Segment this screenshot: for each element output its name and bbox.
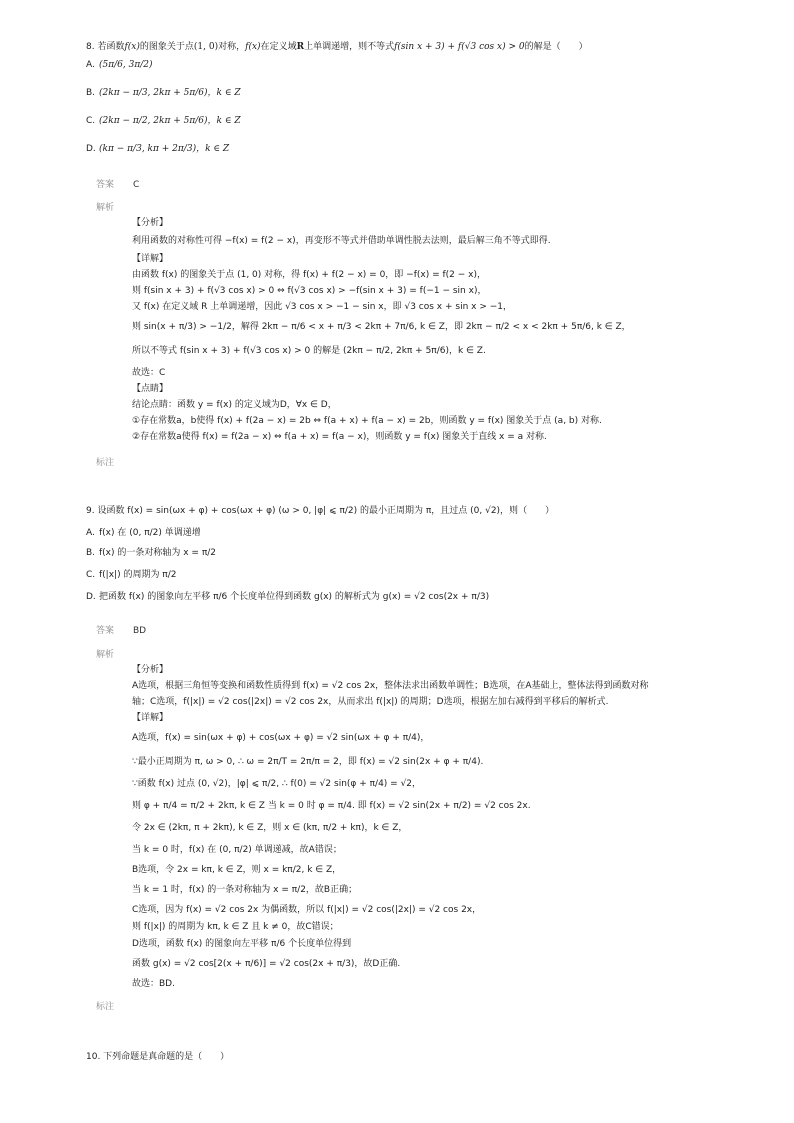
stem-math: R (296, 42, 305, 52)
option-b[interactable] (86, 548, 216, 558)
explanation-line: A选项，f(x) = sin(ωx + φ) + cos(ωx + φ) = √2 sin(ωx + φ + π/4)， (132, 733, 430, 743)
note-label: 标注 (96, 458, 115, 468)
option-text: (2kπ − π/2, 2kπ + 5π/6)，k ∈ Z (99, 116, 241, 126)
explanation-line: 令 2x ∈ (2kπ, π + 2kπ), k ∈ Z，则 x ∈ (kπ, π/2 + kπ)，k ∈ Z， (132, 823, 408, 833)
option-letter: C. (86, 116, 96, 126)
explanation-line: 故选：BD. (132, 979, 175, 989)
explanation-line: 则 f(|x|) 的周期为 kπ, k ∈ Z 且 k ≠ 0，故C错误； (132, 922, 339, 932)
explanation-line: 【详解】 (132, 254, 169, 264)
option-a[interactable] (86, 528, 201, 538)
option-d[interactable] (86, 144, 229, 154)
explanation-line: 结论点睛：函数 y = f(x) 的定义域为D，∀x ∈ D， (132, 400, 337, 410)
option-text: f(|x|) 的周期为 π/2 (99, 570, 177, 580)
stem-text: 8. 若函数 (86, 42, 125, 52)
explanation-line: 【点睛】 (132, 384, 169, 394)
option-text: f(x) 在 (0, π/2) 单调递增 (99, 528, 201, 538)
option-text: (5π/6, 3π/2) (99, 60, 153, 70)
option-letter: B. (86, 88, 96, 98)
answer-value: C (133, 180, 140, 190)
explanation-line: A选项，根据三角恒等变换和函数性质得到 f(x) = √2 cos 2x，整体法求出函数单调性；B选项，在A基础上，整体法得到函数对称 (132, 681, 649, 691)
explanation-line: 所以不等式 f(sin x + 3) + f(√3 cos x) > 0 的解是 (2kπ − π/2, 2kπ + 5π/6)，k ∈ Z. (132, 346, 486, 356)
explanation-line: 【分析】 (132, 218, 169, 228)
answer-label: 答案 (96, 626, 115, 636)
explanation-line: D选项，函数 f(x) 的图象向左平移 π/6 个长度单位得到 (132, 939, 352, 949)
answer-label: 答案 (96, 180, 115, 190)
explanation-line: 轴；C选项，f(|x|) = √2 cos(|2x|) = √2 cos 2x，从而求出 f(|x|) 的周期；D选项，根据左加右减得到平移后的解析式. (132, 697, 609, 707)
option-letter: A. (86, 60, 95, 70)
option-c[interactable] (86, 116, 241, 126)
stem-text: 上单调递增，则不等式 (304, 42, 395, 52)
note-label: 标注 (96, 1002, 115, 1012)
explanation-line: 则 φ + π/4 = π/2 + 2kπ, k ∈ Z 当 k = 0 时 φ = π/4. 即 f(x) = √2 sin(2x + π/2) = √2 cos 2x. (132, 801, 531, 811)
question-9 (86, 506, 726, 602)
explanation-line: 由函数 f(x) 的图象关于点 (1, 0) 对称，得 f(x) + f(2 − x) = 0，即 −f(x) = f(2 − x)， (132, 270, 486, 280)
question-8 (86, 42, 726, 154)
explanation-line: ①存在常数a，b使得 f(x) + f(2a − x) = 2b ⇔ f(a + x) + f(a − x) = 2b，则函数 y = f(x) 图象关于点 (a, b) 对称. (132, 416, 602, 426)
stem-math: f(x) (124, 42, 140, 52)
question-9-stem: 9. 设函数 f(x) = sin(ωx + φ) + cos(ωx + φ) (ω > 0, |φ| ⩽ π/2) 的最小正周期为 π，且过点 (0, √2)，则（ ） (86, 506, 555, 516)
explanation-line: 【分析】 (132, 665, 169, 675)
question-10 (86, 1052, 726, 1062)
explanation-line: 当 k = 0 时，f(x) 在 (0, π/2) 单调递减，故A错误； (132, 845, 342, 855)
explanation-line: ②存在常数a使得 f(x) = f(2a − x) ⇔ f(a + x) = f(a − x)，则函数 y = f(x) 图象关于直线 x = a 对称. (132, 432, 547, 442)
stem-text: 在定义域 (260, 42, 297, 52)
option-text: (2kπ − π/3, 2kπ + 5π/6)，k ∈ Z (99, 88, 241, 98)
option-a[interactable] (86, 60, 153, 70)
analysis-label: 解析 (96, 650, 115, 660)
explanation-line: 则 f(sin x + 3) + f(√3 cos x) > 0 ⇔ f(√3 cos x) > −f(sin x + 3) = f(−1 − sin x)， (132, 286, 487, 296)
option-text: (kπ − π/3, kπ + 2π/3)，k ∈ Z (99, 144, 230, 154)
option-d[interactable] (86, 592, 489, 602)
stem-text: 的解是（ ） (524, 42, 588, 52)
explanation-line: ∵函数 f(x) 过点 (0, √2)，|φ| ⩽ π/2, ∴ f(0) = √2 sin(φ + π/4) = √2， (132, 779, 422, 789)
stem-math: f(sin x + 3) + f(√3 cos x) > 0 (394, 42, 525, 52)
option-letter: D. (86, 144, 96, 154)
explanation-line: B选项，令 2x = kπ, k ∈ Z，则 x = kπ/2, k ∈ Z， (132, 865, 342, 875)
option-letter: A. (86, 528, 95, 538)
option-text: 把函数 f(x) 的图象向左平移 π/6 个长度单位得到函数 g(x) 的解析式为 g(x) = √2 cos(2x + π/3) (99, 592, 490, 602)
explanation-line: 故选：C (132, 368, 166, 378)
question-10-stem: 10. 下列命题是真命题的是（ ） (86, 1052, 230, 1062)
stem-text: 的图象关于点 (139, 42, 194, 52)
stem-math: f(x) (245, 42, 261, 52)
explanation-line: 又 f(x) 在定义域 R 上单调递增，因此 √3 cos x > −1 − sin x，即 √3 cos x + sin x > −1， (132, 302, 512, 312)
explanation-line: ∵最小正周期为 π, ω > 0, ∴ ω = 2π/T = 2π/π = 2，即 f(x) = √2 sin(2x + φ + π/4). (132, 757, 484, 767)
option-letter: C. (86, 570, 96, 580)
analysis-label: 解析 (96, 203, 115, 213)
stem-math: (1, 0) (193, 42, 219, 52)
option-letter: D. (86, 592, 96, 602)
option-letter: B. (86, 548, 96, 558)
explanation-line: 利用函数的对称性可得 −f(x) = f(2 − x)，再变形不等式并借助单调性脱去法则，最后解三角不等式即得. (132, 236, 551, 246)
option-c[interactable] (86, 570, 176, 580)
explanation-line: 【详解】 (132, 713, 169, 723)
answer-value: BD (133, 626, 147, 636)
explanation-line: 函数 g(x) = √2 cos[2(x + π/6)] = √2 cos(2x + π/3)，故D正确. (132, 959, 401, 969)
question-8-stem (86, 42, 726, 52)
option-b[interactable] (86, 88, 241, 98)
explanation-line: 则 sin(x + π/3) > −1/2，解得 2kπ − π/6 < x + π/3 < 2kπ + 7π/6, k ∈ Z，即 2kπ − π/2 < x < 2kπ + 5π/6, k ∈ Z， (132, 322, 631, 332)
explanation-line: 当 k = 1 时，f(x) 的一条对称轴为 x = π/2，故B正确； (132, 885, 358, 895)
explanation-line: C选项，因为 f(x) = √2 cos 2x 为偶函数，所以 f(|x|) = √2 cos(|2x|) = √2 cos 2x， (132, 905, 482, 915)
option-text: f(x) 的一条对称轴为 x = π/2 (99, 548, 217, 558)
stem-text: 对称， (218, 42, 246, 52)
